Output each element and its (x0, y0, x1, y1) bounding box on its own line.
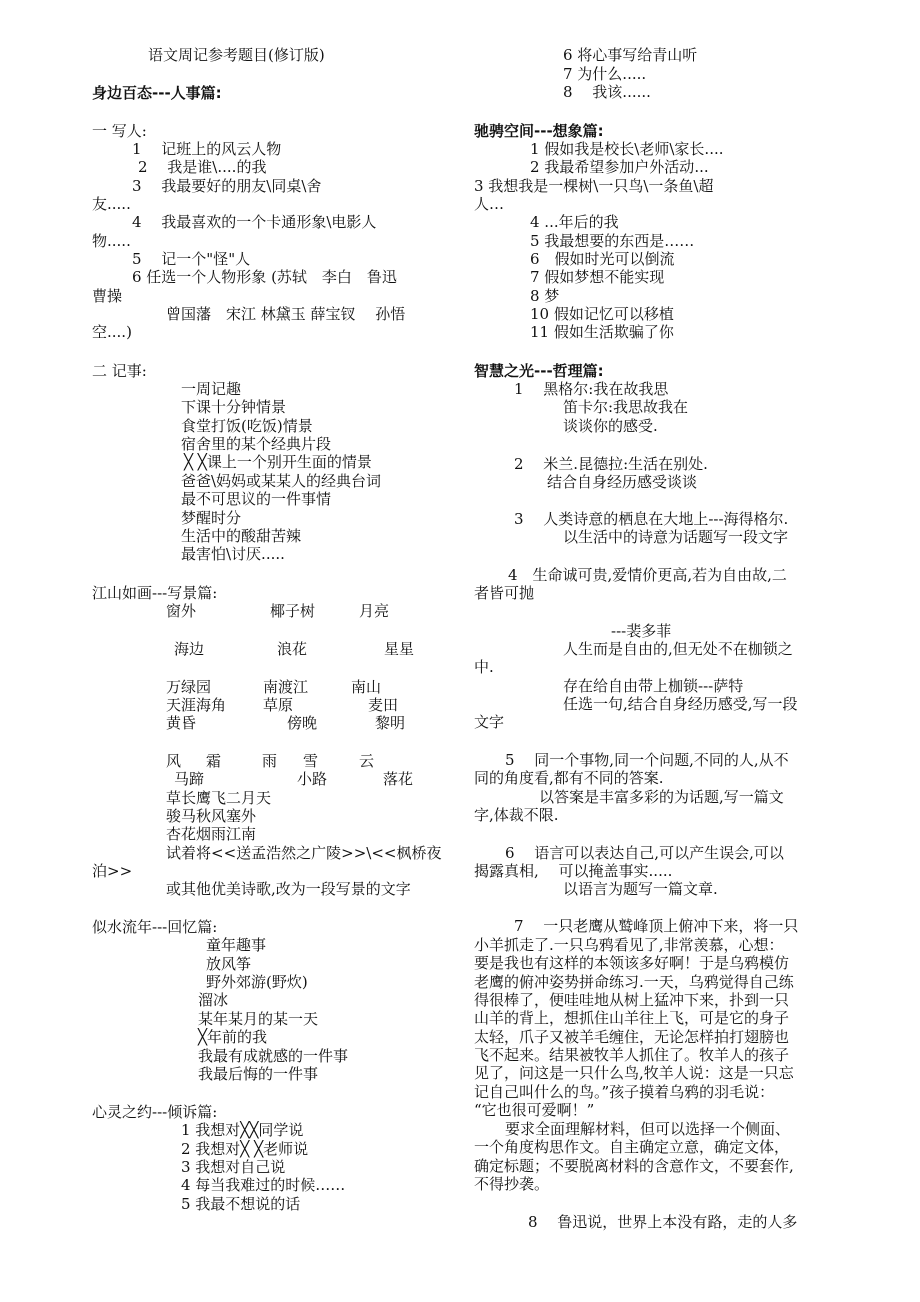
para-line: 确定标题；不要脱离材料的含意作文，不要套作, (474, 1157, 794, 1175)
para-line: 存在给自由带上枷锁---萨特 (563, 677, 744, 695)
para-line: 一个角度构思作文。自主确定立意，确定文体， (474, 1138, 790, 1156)
list-item: 2 我最希望参加户外活动... (530, 158, 709, 176)
para-line: 字,体裁不限. (474, 806, 559, 824)
scenery-word: 雪 (303, 752, 319, 770)
scenery-word: 南渡江 (263, 678, 309, 696)
list-item: 10 假如记忆可以移植 (530, 305, 674, 323)
para-line: 谈谈你的感受. (563, 417, 658, 435)
para-line: 以语言为题写一篇文章. (563, 880, 718, 898)
list-item: 5 我最不想说的话 (181, 1195, 301, 1213)
para-line: 文字 (474, 713, 505, 731)
para-line: 见了，问这是一只什么鸟,牧羊人说：这是一只忘 (474, 1064, 794, 1082)
scenery-word: 月亮 (359, 602, 390, 620)
section-heading-people: 身边百态---人事篇: (92, 84, 222, 102)
scenery-word: 马蹄 (174, 770, 205, 788)
list-item: 曹操 (92, 287, 123, 305)
scenery-word: 雨 (262, 752, 278, 770)
list-item: 溜冰 (198, 991, 229, 1009)
list-item: 宿舍里的某个经典片段 (181, 435, 332, 453)
para-line: 得很棒了，便哇哇地从树上猛冲下来，扑到一只 (474, 991, 790, 1009)
section-heading-imagination: 驰骋空间---想象篇: (474, 122, 604, 140)
list-item: 7 为什么..... (563, 65, 647, 83)
list-item: 爸爸\妈妈或某某人的经典台词 (181, 472, 382, 490)
list-item: 2 我是谁\....的我 (138, 158, 267, 176)
para-line: 4 生命诚可贵,爱情价更高,若为自由故,二 (508, 566, 787, 584)
list-item: 下课十分钟情景 (181, 398, 287, 416)
scenery-word: 落花 (383, 770, 414, 788)
section-heading-memory: 似水流年---回忆篇: (92, 918, 218, 936)
list-item: 5 记一个"怪"人 (132, 250, 251, 268)
list-item: 人… (474, 195, 505, 213)
list-item: 4 ...年后的我 (530, 213, 619, 231)
scenery-word: 天涯海角 (166, 696, 227, 714)
scenery-word: 云 (359, 752, 375, 770)
para-line: 笛卡尔:我思故我在 (563, 398, 689, 416)
section-heading-wisdom: 智慧之光---哲理篇: (474, 362, 604, 380)
section-heading-heart: 心灵之约---倾诉篇: (92, 1103, 218, 1121)
para-line: 7 一只老鹰从鹫峰顶上俯冲下来，将一只 (514, 917, 799, 935)
scenery-word: 椰子树 (270, 602, 316, 620)
para-line: 任选一句,结合自身经历感受,写一段 (563, 695, 798, 713)
para-line: 山羊的背上，想抓住山羊往上飞，可是它的身子 (474, 1009, 790, 1027)
para-line: 小羊抓走了.一只乌鸦看见了,非常羡慕，心想： (474, 936, 784, 954)
scenery-line: 试着将<<送孟浩然之广陵>>\<<枫桥夜 (166, 844, 442, 862)
list-item: 最害怕\讨厌..... (181, 545, 285, 563)
list-item: 6 假如时光可以倒流 (530, 250, 675, 268)
para-line: 人生而是自由的,但无处不在枷锁之 (563, 640, 793, 658)
list-item: 8 梦 (530, 287, 560, 305)
scenery-word: 星星 (384, 640, 415, 658)
list-item: 3 我想对自己说 (181, 1158, 286, 1176)
list-item: 7 假如梦想不能实现 (530, 268, 665, 286)
scenery-word: 海边 (174, 640, 205, 658)
list-item: 物..... (92, 232, 131, 250)
para-line: 太轻，爪子又被羊毛缠住，无论怎样拍打翅膀也 (474, 1028, 790, 1046)
scenery-line: 泊>> (92, 862, 133, 880)
scenery-word: 风 (166, 752, 182, 770)
list-item: 空....) (92, 323, 132, 341)
list-item: 6 将心事写给青山听 (563, 46, 698, 64)
list-item: 梦醒时分 (181, 509, 242, 527)
list-item: 5 我最想要的东西是…… (530, 232, 695, 250)
scenery-word: 霜 (206, 752, 222, 770)
para-line: 1 黑格尔:我在故我思 (514, 380, 669, 398)
list-item: 最不可思议的一件事情 (181, 490, 332, 508)
para-line: 8 鲁迅说，世界上本没有路，走的人多 (528, 1213, 798, 1231)
scenery-word: 小路 (297, 770, 328, 788)
list-item: ╳年前的我 (198, 1028, 268, 1046)
list-item: 3 我想我是一棵树\一只鸟\一条鱼\超 (474, 177, 714, 195)
subsection-write-people: 一 写人: (92, 122, 147, 140)
para-line: 飞不起来。结果被牧羊人抓住了。牧羊人的孩子 (474, 1046, 790, 1064)
scenery-word: 黄昏 (166, 714, 197, 732)
list-item: 11 假如生活欺骗了你 (530, 323, 674, 341)
list-item: 4 每当我难过的时候…… (181, 1176, 346, 1194)
list-item: 1 假如我是校长\老师\家长.... (530, 140, 724, 158)
list-item: 6 任选一个人物形象 (苏轼 李白 鲁迅 (132, 268, 397, 286)
list-item: 友..... (92, 195, 131, 213)
list-item: 我最有成就感的一件事 (198, 1047, 349, 1065)
para-line: 同的角度看,都有不同的答案. (474, 769, 664, 787)
list-item: 曾国藩 宋江 林黛玉 薛宝钗 孙悟 (166, 305, 406, 323)
doc-title: 语文周记参考题目(修订版) (148, 46, 325, 64)
para-line: 要求全面理解材料，但可以选择一个侧面、 (505, 1120, 791, 1138)
para-line: 2 米兰.昆德拉:生活在别处. (514, 455, 708, 473)
list-item: 生活中的酸甜苦辣 (181, 527, 302, 545)
scenery-line: 杏花烟雨江南 (166, 825, 257, 843)
para-line: 者皆可抛 (474, 584, 535, 602)
para-line: 要是我也有这样的本领该多好啊！于是乌鸦模仿 (474, 954, 790, 972)
scenery-line: 草长鹰飞二月天 (166, 789, 272, 807)
list-item: 一周记趣 (181, 380, 242, 398)
para-line: 5 同一个事物,同一个问题,不同的人,从不 (505, 751, 789, 769)
para-line: 揭露真相, 可以掩盖事实..... (474, 862, 673, 880)
scenery-word: 麦田 (368, 696, 399, 714)
scenery-word: 万绿园 (166, 678, 212, 696)
scenery-line: 骏马秋风塞外 (166, 807, 257, 825)
list-item: 放风筝 (206, 955, 252, 973)
list-item: 某年某月的某一天 (198, 1010, 319, 1028)
list-item: 我最后悔的一件事 (198, 1065, 319, 1083)
scenery-word: 浪花 (277, 640, 308, 658)
scenery-line: 或其他优美诗歌,改为一段写景的文字 (166, 880, 411, 898)
list-item: 野外郊游(野炊) (206, 973, 308, 991)
section-heading-scenery: 江山如画---写景篇: (92, 584, 218, 602)
list-item: 食堂打饭(吃饭)情景 (181, 417, 313, 435)
para-line: 3 人类诗意的栖息在大地上---海得格尔. (514, 510, 789, 528)
subsection-events: 二 记事: (92, 362, 147, 380)
para-line: ---裴多菲 (611, 622, 672, 640)
para-line: 记自己叫什么的鸟。”孩子摸着乌鸦的羽毛说： (474, 1083, 775, 1101)
para-line: 以答案是丰富多彩的为话题,写一篇文 (539, 788, 784, 806)
list-item: 1 记班上的风云人物 (132, 140, 282, 158)
para-line: 中. (474, 658, 494, 676)
list-item: 童年趣事 (206, 936, 267, 954)
list-item: 4 我最喜欢的一个卡通形象\电影人 (132, 213, 377, 231)
scenery-word: 南山 (351, 678, 382, 696)
list-item: 2 我想对╳ ╳老师说 (181, 1140, 309, 1158)
scenery-word: 窗外 (166, 602, 197, 620)
para-line: 以生活中的诗意为话题写一段文字 (563, 528, 789, 546)
list-item: 1 我想对╳╳同学说 (181, 1121, 304, 1139)
para-line: 6 语言可以表达自己,可以产生误会,可以 (505, 844, 784, 862)
para-line: 结合自身经历感受谈谈 (547, 473, 698, 491)
para-line: 老鹰的俯冲姿势拼命练习.一天，乌鸦觉得自己练 (474, 973, 794, 991)
scenery-word: 黎明 (375, 714, 406, 732)
scenery-word: 草原 (263, 696, 294, 714)
list-item: 3 我最要好的朋友\同桌\舍 (132, 177, 322, 195)
list-item: ╳ ╳课上一个别开生面的情景 (184, 453, 372, 471)
list-item: 8 我该...... (563, 83, 651, 101)
para-line: 不得抄袭。 (474, 1175, 550, 1193)
scenery-word: 傍晚 (287, 714, 318, 732)
para-line: “它也很可爱啊！” (474, 1101, 595, 1119)
